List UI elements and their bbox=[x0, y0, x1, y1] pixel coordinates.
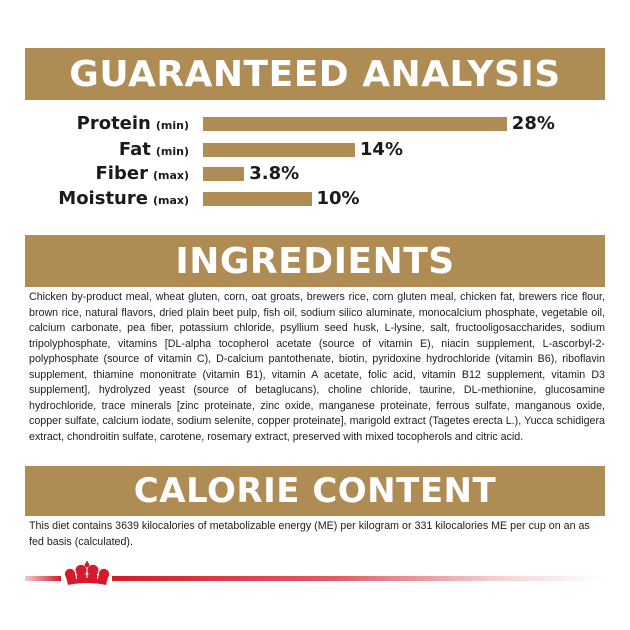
nutrient-qualifier: (min) bbox=[155, 145, 189, 158]
nutrient-value: 14% bbox=[359, 139, 403, 160]
analysis-row-fiber bbox=[0, 161, 630, 187]
analysis-bar-list bbox=[0, 111, 630, 211]
analysis-row-moisture bbox=[0, 186, 630, 212]
nutrient-value: 28% bbox=[511, 113, 555, 134]
nutrient-bar bbox=[203, 192, 312, 206]
analysis-label bbox=[96, 161, 189, 187]
footer-brand-line-right bbox=[112, 576, 605, 581]
nutrient-value: 10% bbox=[316, 188, 360, 209]
nutrient-bar bbox=[203, 117, 507, 131]
calorie-content-text: This diet contains 3639 kilocalories of metabolizable energy (ME) per kilogram or 331 kilocalories ME per cup on an as fed basis (calculated). bbox=[29, 520, 590, 548]
nutrient-name: Protein bbox=[76, 113, 151, 134]
guaranteed-analysis-banner bbox=[25, 48, 605, 100]
royal-crown-icon bbox=[60, 561, 114, 589]
calorie-content-title: CALORIE CONTENT bbox=[133, 471, 497, 511]
nutrient-qualifier: (max) bbox=[152, 194, 189, 207]
nutrient-qualifier: (min) bbox=[155, 119, 189, 132]
nutrient-bar bbox=[203, 167, 244, 181]
analysis-label bbox=[119, 137, 189, 163]
nutrient-bar bbox=[203, 143, 355, 157]
ingredients-text: Chicken by-product meal, wheat gluten, corn, oat groats, brewers rice, corn gluten meal, chicken fat, brewers rice flour, brown rice, natural flavors, dried plain beet pulp, fish oil, sodium silico aluminate, monocalcium phosphate, vegetable oil, calcium carbonate, pea fiber, potassium chloride, psyllium seed husk, L-lysine, salt, fructooligosaccharides, sodium tripolyphosphate, vitamins [DL-alpha tocopherol acetate (source of vitamin E), niacin supplement, L-ascorbyl-2-polyphosphate (source of vitamin C), D-calcium pantothenate, biotin, pyridoxine hydrochloride (vitamin B6), riboflavin supplement, thiamine mononitrate (vitamin B1), vitamin A acetate, folic acid, vitamin B12 supplement, vitamin D3 supplement], hydrolyzed yeast (source of betaglucans), choline chloride, taurine, DL-methionine, glucosamine hydrochloride, trace minerals [zinc proteinate, zinc oxide, manganese proteinate, ferrous sulfate, manganous oxide, copper sulfate, calcium iodate, sodium selenite, copper proteinate], marigold extract (Tagetes erecta L.), Yucca schidigera extract, chondroitin sulfate, carotene, rosemary extract, preserved with mixed tocopherols and citric acid. bbox=[29, 291, 605, 443]
analysis-label bbox=[77, 111, 189, 137]
analysis-label bbox=[58, 186, 189, 212]
nutrient-name: Fat bbox=[118, 139, 151, 160]
footer-brand-line-left bbox=[25, 576, 61, 581]
nutrient-value: 3.8% bbox=[249, 163, 300, 184]
nutrient-name: Moisture bbox=[58, 188, 148, 209]
analysis-row-protein bbox=[0, 111, 630, 137]
ingredients-title: INGREDIENTS bbox=[175, 240, 455, 282]
analysis-row-fat bbox=[0, 137, 630, 163]
nutrient-qualifier: (max) bbox=[152, 169, 189, 182]
calorie-content-banner bbox=[25, 466, 605, 516]
guaranteed-analysis-title: GUARANTEED ANALYSIS bbox=[69, 53, 561, 95]
nutrient-name: Fiber bbox=[95, 163, 148, 184]
ingredients-banner bbox=[25, 235, 605, 287]
